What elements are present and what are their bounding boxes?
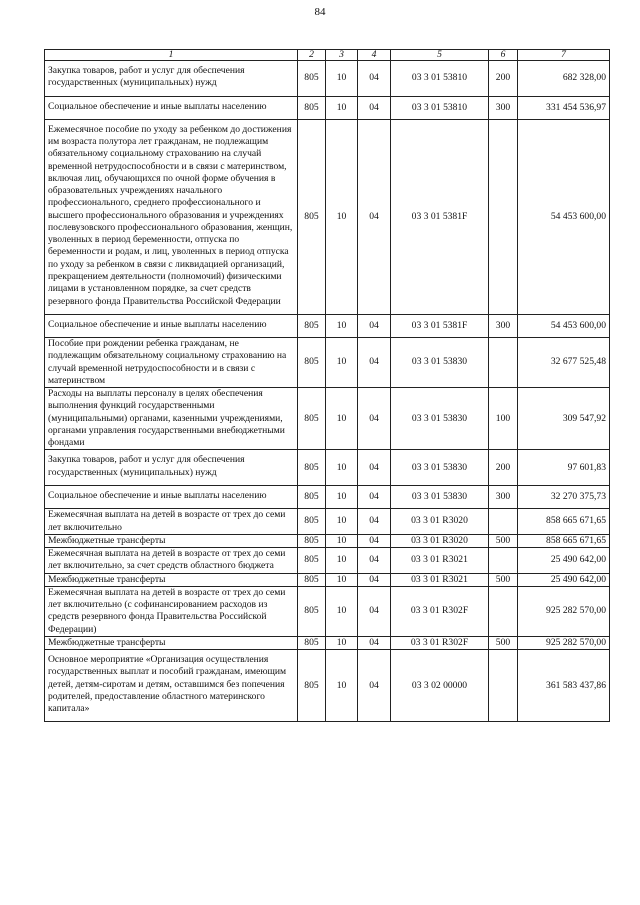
amount: 682 328,00: [518, 61, 610, 97]
amount: 54 453 600,00: [518, 314, 610, 337]
target-article-code: 03 3 01 R3021: [391, 573, 489, 586]
ministry-code: 805: [298, 534, 326, 547]
subsection-code: 04: [358, 119, 391, 314]
ministry-code: 805: [298, 388, 326, 450]
target-article-code: 03 3 01 53810: [391, 96, 489, 119]
subsection-code: 04: [358, 650, 391, 722]
item-name: Основное мероприятие «Организация осуществления государственных выплат и пособий гражданам, имеющим детей, детям-сиротам и детям, оставшимся без попечения родителей, предоставление областного материнского капитала»: [45, 650, 298, 722]
table-row: [45, 314, 610, 337]
expense-type-code: [489, 119, 518, 314]
table-row: [45, 61, 610, 97]
table-row: [45, 586, 610, 636]
column-header: 3: [326, 50, 358, 61]
item-name: Межбюджетные трансферты: [45, 534, 298, 547]
ministry-code: 805: [298, 485, 326, 508]
section-code: 10: [326, 548, 358, 574]
amount: 361 583 437,86: [518, 650, 610, 722]
expense-type-code: 300: [489, 485, 518, 508]
section-code: 10: [326, 61, 358, 97]
item-name: Межбюджетные трансферты: [45, 573, 298, 586]
amount: 858 665 671,65: [518, 534, 610, 547]
table-row: [45, 450, 610, 486]
table-row: [45, 338, 610, 388]
ministry-code: 805: [298, 314, 326, 337]
expense-type-code: 500: [489, 636, 518, 649]
table-row: [45, 96, 610, 119]
expense-type-code: [489, 650, 518, 722]
section-code: 10: [326, 509, 358, 535]
ministry-code: 805: [298, 61, 326, 97]
column-header: 5: [391, 50, 489, 61]
amount: 32 677 525,48: [518, 338, 610, 388]
header-row: [45, 50, 610, 61]
expense-type-code: 100: [489, 388, 518, 450]
item-name: Расходы на выплаты персоналу в целях обеспечения выполнения функций государственными (муниципальными) органами, казенными учреждениями, органами управления государственными внебюджетными фондами: [45, 388, 298, 450]
amount: 331 454 536,97: [518, 96, 610, 119]
expense-type-code: 500: [489, 534, 518, 547]
table-row: [45, 650, 610, 722]
section-code: 10: [326, 636, 358, 649]
expense-type-code: 200: [489, 61, 518, 97]
amount: 54 453 600,00: [518, 119, 610, 314]
amount: 25 490 642,00: [518, 573, 610, 586]
item-name: Межбюджетные трансферты: [45, 636, 298, 649]
subsection-code: 04: [358, 314, 391, 337]
amount: 925 282 570,00: [518, 586, 610, 636]
section-code: 10: [326, 485, 358, 508]
item-name: Ежемесячная выплата на детей в возрасте от трех до семи лет включительно, за счет средств областного бюджета: [45, 548, 298, 574]
column-header: 1: [45, 50, 298, 61]
target-article-code: 03 3 01 53830: [391, 338, 489, 388]
subsection-code: 04: [358, 338, 391, 388]
column-header: 2: [298, 50, 326, 61]
item-name: Ежемесячная выплата на детей в возрасте от трех до семи лет включительно: [45, 509, 298, 535]
ministry-code: 805: [298, 548, 326, 574]
amount: 925 282 570,00: [518, 636, 610, 649]
subsection-code: 04: [358, 509, 391, 535]
amount: 858 665 671,65: [518, 509, 610, 535]
item-name: Социальное обеспечение и иные выплаты населению: [45, 96, 298, 119]
subsection-code: 04: [358, 534, 391, 547]
expense-type-code: [489, 548, 518, 574]
section-code: 10: [326, 534, 358, 547]
subsection-code: 04: [358, 573, 391, 586]
section-code: 10: [326, 119, 358, 314]
target-article-code: 03 3 01 5381F: [391, 314, 489, 337]
expense-type-code: [489, 509, 518, 535]
item-name: Социальное обеспечение и иные выплаты населению: [45, 314, 298, 337]
section-code: 10: [326, 573, 358, 586]
expense-type-code: [489, 338, 518, 388]
table-row: [45, 573, 610, 586]
item-name: Закупка товаров, работ и услуг для обеспечения государственных (муниципальных) нужд: [45, 61, 298, 97]
ministry-code: 805: [298, 450, 326, 486]
section-code: 10: [326, 96, 358, 119]
column-header: 4: [358, 50, 391, 61]
item-name: Ежемесячная выплата на детей в возрасте от трех до семи лет включительно (с софинансированием расходов из средств резервного фонда Правительства Российской Федерации): [45, 586, 298, 636]
subsection-code: 04: [358, 548, 391, 574]
section-code: 10: [326, 650, 358, 722]
budget-table: [44, 49, 610, 722]
table-row: [45, 509, 610, 535]
target-article-code: 03 3 01 R302F: [391, 586, 489, 636]
section-code: 10: [326, 314, 358, 337]
target-article-code: 03 3 01 5381F: [391, 119, 489, 314]
expense-type-code: 500: [489, 573, 518, 586]
section-code: 10: [326, 338, 358, 388]
item-name: Пособие при рождении ребенка гражданам, не подлежащим обязательному социальному страхованию на случай временной нетрудоспособности и в связи с материнством: [45, 338, 298, 388]
subsection-code: 04: [358, 96, 391, 119]
subsection-code: 04: [358, 485, 391, 508]
table-row: [45, 548, 610, 574]
column-header: 7: [518, 50, 610, 61]
item-name: Ежемесячное пособие по уходу за ребенком до достижения им возраста полутора лет гражданам, не подлежащим обязательному социальному страхованию на случай временной нетрудоспособности и в связи с материнством, включая лиц, обучающихся по очной форме обучения в образовательных учреждениях начального профессионального, среднего профессионального и высшего профессионального образования и учреждениях послевузовского профессионального образования, женщин, уволенных в период беременности, отпуска по беременности и родам, и лиц, уволенных в период отпуска по уходу за ребенком в связи с ликвидацией организаций, прекращением деятельности (полномочий) физическими лицами в установленном порядке, за счет средств резервного фонда Правительства Российской Федерации: [45, 119, 298, 314]
ministry-code: 805: [298, 509, 326, 535]
subsection-code: 04: [358, 586, 391, 636]
amount: 25 490 642,00: [518, 548, 610, 574]
subsection-code: 04: [358, 388, 391, 450]
expense-type-code: 300: [489, 96, 518, 119]
ministry-code: 805: [298, 96, 326, 119]
ministry-code: 805: [298, 573, 326, 586]
target-article-code: 03 3 02 00000: [391, 650, 489, 722]
table-row: [45, 388, 610, 450]
expense-type-code: [489, 586, 518, 636]
table-row: [45, 534, 610, 547]
subsection-code: 04: [358, 636, 391, 649]
expense-type-code: 200: [489, 450, 518, 486]
section-code: 10: [326, 586, 358, 636]
section-code: 10: [326, 388, 358, 450]
amount: 32 270 375,73: [518, 485, 610, 508]
item-name: Социальное обеспечение и иные выплаты населению: [45, 485, 298, 508]
table-row: [45, 119, 610, 314]
amount: 97 601,83: [518, 450, 610, 486]
expense-type-code: 300: [489, 314, 518, 337]
subsection-code: 04: [358, 450, 391, 486]
target-article-code: 03 3 01 R3020: [391, 534, 489, 547]
section-code: 10: [326, 450, 358, 486]
target-article-code: 03 3 01 53830: [391, 450, 489, 486]
ministry-code: 805: [298, 586, 326, 636]
subsection-code: 04: [358, 61, 391, 97]
target-article-code: 03 3 01 R302F: [391, 636, 489, 649]
page-number: 84: [314, 6, 326, 18]
ministry-code: 805: [298, 636, 326, 649]
table-row: [45, 636, 610, 649]
target-article-code: 03 3 01 53830: [391, 388, 489, 450]
ministry-code: 805: [298, 650, 326, 722]
column-header: 6: [489, 50, 518, 61]
target-article-code: 03 3 01 R3021: [391, 548, 489, 574]
table-row: [45, 485, 610, 508]
ministry-code: 805: [298, 119, 326, 314]
amount: 309 547,92: [518, 388, 610, 450]
target-article-code: 03 3 01 53810: [391, 61, 489, 97]
target-article-code: 03 3 01 53830: [391, 485, 489, 508]
target-article-code: 03 3 01 R3020: [391, 509, 489, 535]
item-name: Закупка товаров, работ и услуг для обеспечения государственных (муниципальных) нужд: [45, 450, 298, 486]
ministry-code: 805: [298, 338, 326, 388]
